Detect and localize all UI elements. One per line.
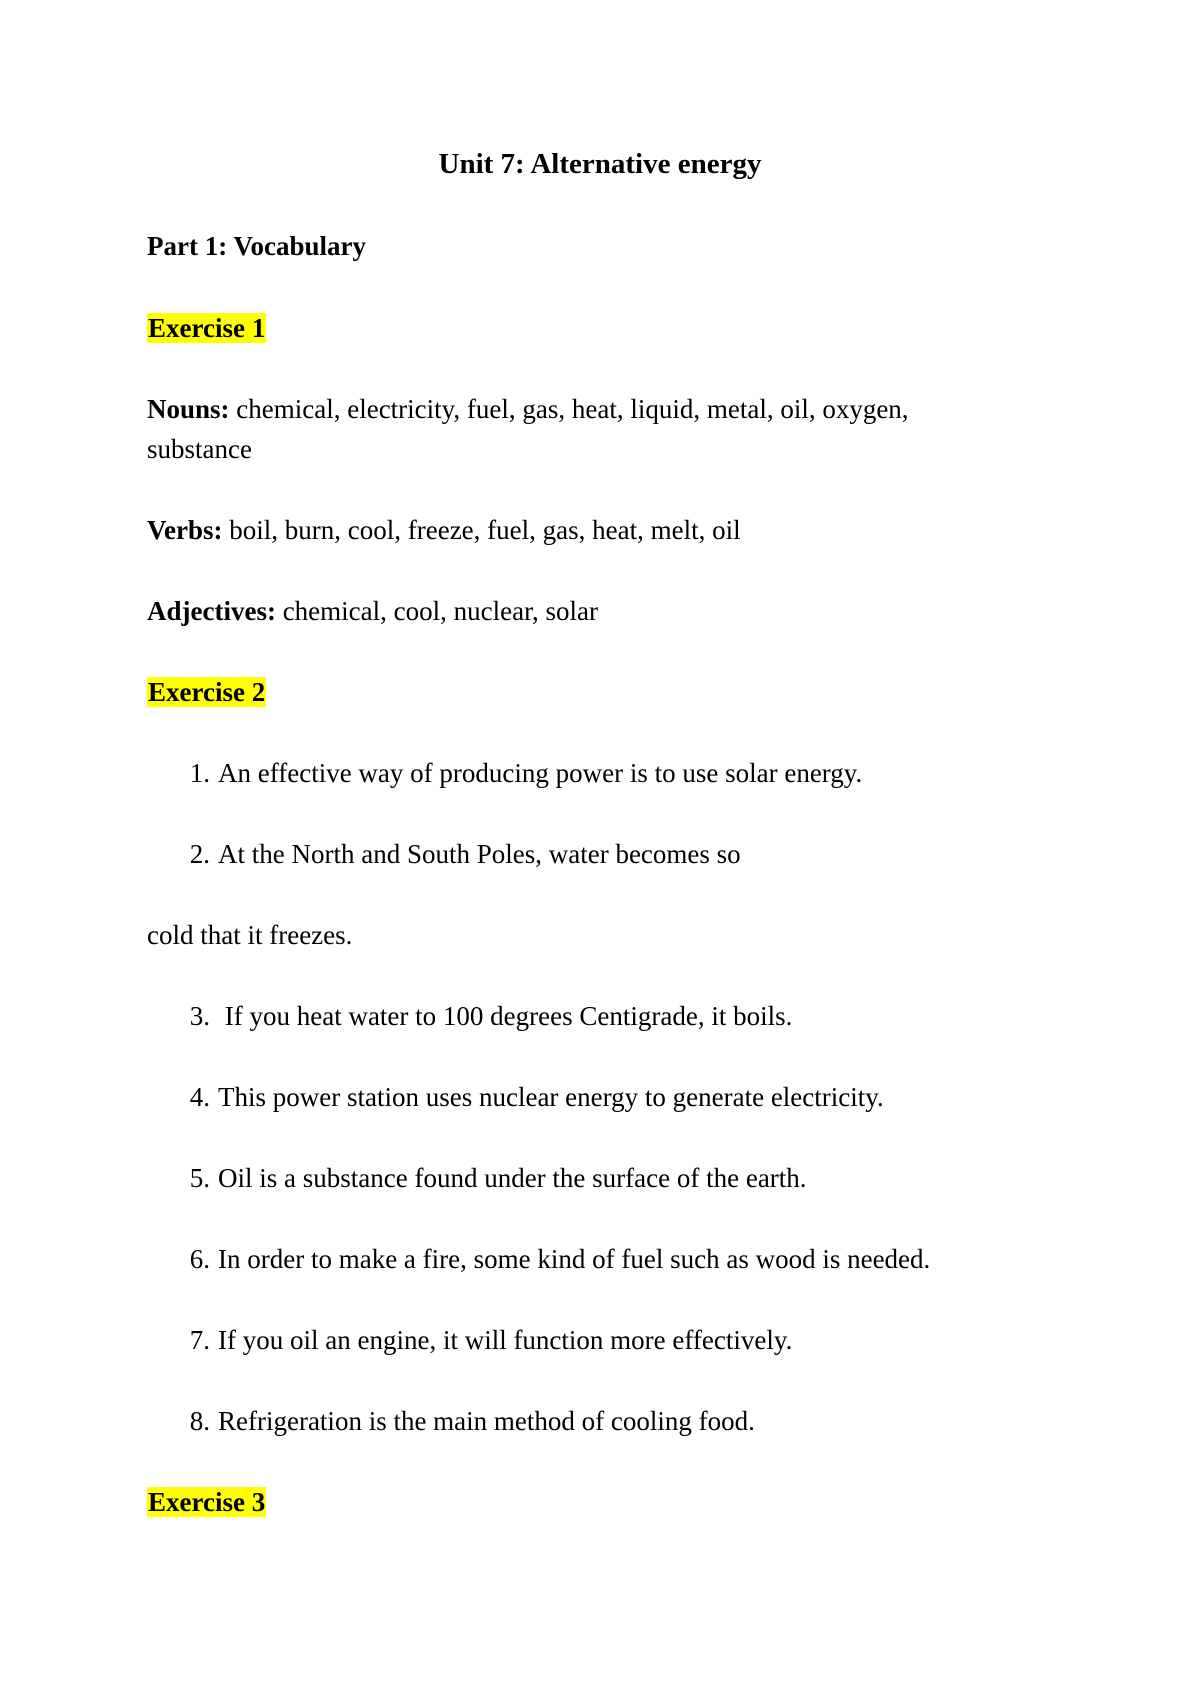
list-item	[0, 838, 1200, 870]
list-item-number: 5.	[189, 1163, 210, 1193]
nouns-line-continued: substance	[147, 434, 252, 464]
nouns-label: Nouns:	[147, 394, 230, 424]
list-item-text: At the North and South Poles, water becomes so	[218, 839, 741, 869]
list-item-number: 1.	[189, 758, 210, 788]
list-item	[0, 1243, 1200, 1275]
list-item	[0, 1405, 1200, 1437]
list-item-number: 3.	[189, 1001, 210, 1031]
list-item-text: If you oil an engine, it will function more effectively.	[218, 1325, 793, 1355]
list-item	[0, 757, 1200, 789]
list-item-number: 2.	[189, 839, 210, 869]
nouns-text: chemical, electricity, fuel, gas, heat, liquid, metal, oil, oxygen,	[229, 394, 909, 424]
list-item-text: Oil is a substance found under the surface of the earth.	[218, 1163, 807, 1193]
list-item-continuation: cold that it freezes.	[147, 920, 353, 950]
adjectives-label: Adjectives:	[147, 596, 276, 626]
list-item-text: In order to make a fire, some kind of fuel such as wood is needed.	[218, 1244, 931, 1274]
exercise2-heading: Exercise 2	[148, 677, 266, 707]
exercise1-heading: Exercise 1	[148, 313, 266, 343]
list-item-text: This power station uses nuclear energy to generate electricity.	[218, 1082, 884, 1112]
part1-heading: Part 1: Vocabulary	[147, 231, 366, 261]
list-item	[0, 1000, 1200, 1032]
exercise3-heading: Exercise 3	[148, 1487, 266, 1517]
exercise2-heading-line	[147, 676, 266, 708]
list-item	[0, 1081, 1200, 1113]
adjectives-line	[147, 595, 598, 627]
adjectives-text: chemical, cool, nuclear, solar	[275, 596, 598, 626]
list-item-number: 8.	[189, 1406, 210, 1436]
nouns-line	[147, 393, 909, 425]
list-item-text: An effective way of producing power is to use solar energy.	[218, 758, 863, 788]
list-item-number: 4.	[189, 1082, 210, 1112]
exercise3-heading-line	[147, 1486, 266, 1518]
list-item-text: If you heat water to 100 degrees Centigrade, it boils.	[218, 1001, 793, 1031]
list-item	[0, 1324, 1200, 1356]
document-title: Unit 7: Alternative energy	[438, 148, 762, 180]
exercise1-heading-line	[147, 312, 266, 344]
verbs-label: Verbs:	[147, 515, 223, 545]
list-item-text: Refrigeration is the main method of cooling food.	[218, 1406, 755, 1436]
verbs-text: boil, burn, cool, freeze, fuel, gas, heat, melt, oil	[222, 515, 741, 545]
list-item-number: 6.	[189, 1244, 210, 1274]
list-item	[0, 1162, 1200, 1194]
verbs-line	[147, 514, 741, 546]
list-item-number: 7.	[189, 1325, 210, 1355]
